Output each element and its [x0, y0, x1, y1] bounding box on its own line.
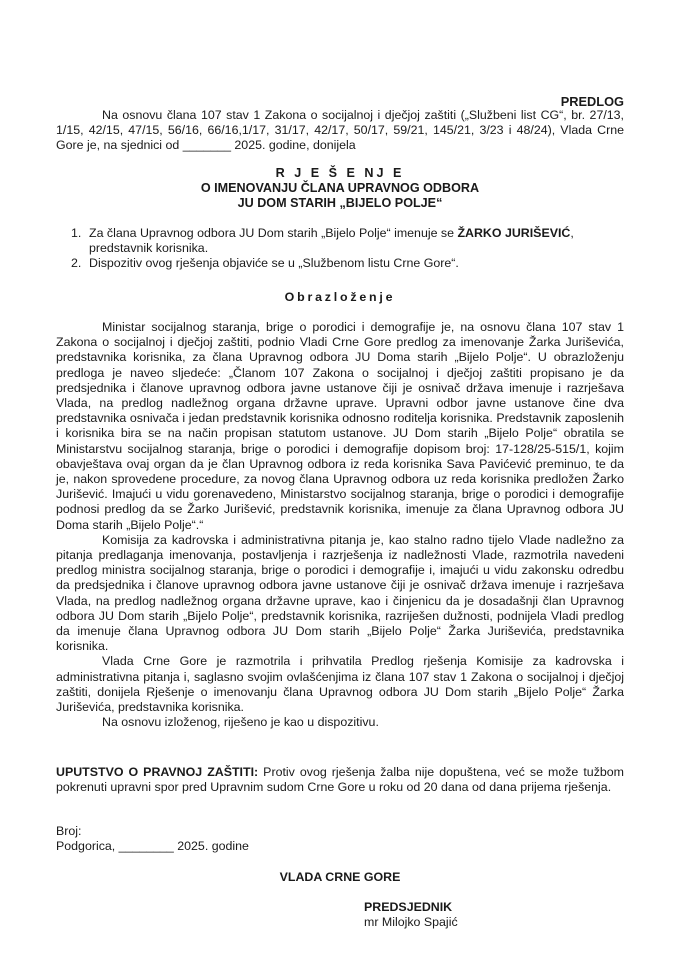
item-text: Dispozitiv ovog rješenja objaviće se u „Službenom listu Crne Gore“. — [89, 256, 459, 271]
legal-remedy-instruction — [56, 765, 624, 795]
reasoning-paragraph: Komisija za kadrovska i administrativna pitanja je, kao stalno radno tijelo Vlade nadležno za pitanja predlaganja imenovanja, postavljenja i razrješenja iz nadležnosti Vlade, razmotrila navedeni predlog ministra socijalnog staranja, brige o porodici i demografije i, imajući u vidu zakonsku odredbu da predsjednika i članove upravnog odbora javne ustanove čiji je osnivač država imenuje i razrješava Vlada, na predlog nadležnog organa državne uprave, kao i činjenicu da je dosadašnji član Upravnog odbora JU Dom starih „Bijelo Polje“, predstavnik korisnika, razriješen dužnosti, podnijela Vladi predlog da imenuje člana Upravnog odbora JU Dom starih „Bijelo Polje“ Žarka Juriševića, predstavnika korisnika. — [56, 532, 624, 654]
signatory-name: mr Milojko Spajić — [364, 915, 458, 929]
place-and-date: Podgorica, ________ 2025. godine — [56, 839, 249, 853]
decision-heading: R J E Š E NJ E — [275, 166, 405, 180]
issuing-institution: VLADA CRNE GORE — [279, 870, 401, 884]
document-number: Broj: — [56, 824, 82, 838]
decision-title — [56, 166, 624, 211]
signatory-title: PREDSJEDNIK — [364, 900, 453, 914]
reasoning-paragraph: Ministar socijalnog staranja, brige o porodici i demografije je, na osnovu člana 107 stav 1 Zakona o socijalnoj i dječjoj zaštiti, podnio Vladi Crne Gore predlog za imenovanje Žarka Juriševića, predstavnika korisnika, za člana Upravnog odbora JU Doma starih „Bijelo Polje“. U obrazloženju predloga je naveo sljedeće: „Članom 107 Zakona o socijalnoj i dječjoj zaštiti propisano je da predsjednika i članove upravnog odbora javne ustanove čiji je osnivač država imenuje i razrješava Vlada, na predlog nadležnog organa državne uprave. Upravni odbor javne ustanove čine dva predstavnika osnivača i jedan predstavnik korisnika odnosno roditelja korisnika. Predstavnik zaposlenih i korisnika bira se na način propisan statutom ustanove. JU Dom starih „Bijelo Polje“ obratila se Ministarstvu socijalnog staranja, brige o porodici i demografije dopisom broj: 17-128/25-515/1, kojim obavještava ovaj organ da je član Upravnog odbora iz reda korisnika Sava Pavićević preminuo, te da je, nakon sprovedene procedure, za novog člana Upravnog odbora uz reda korisnika predložen Žarko Jurišević. Imajući u vidu gorenavedeno, Ministarstvo socijalnog staranja, brige o porodici i demografije podnosi predlog da se Žarko Jurišević, predstavnik korisnika, imenuje za člana Upravnog odbora JU Doma starih „Bijelo Polje“.“ — [56, 320, 624, 532]
reasoning-paragraph: Na osnovu izloženog, riješeno je kao u dispozitivu. — [102, 715, 379, 730]
legal-remedy-text: Protiv ovog rješenja žalba nije dopuštena, već se može tužbom pokrenuti upravni spor pred Upravnim sudom Crne Gore u roku od 20 dana od dana prijema rješenja. — [56, 765, 624, 795]
item-text-after: , predstavnik korisnika. — [89, 226, 574, 256]
dispositive-list — [56, 226, 624, 272]
dispositive-item — [56, 256, 624, 271]
item-text: Za člana Upravnog odbora JU Dom starih „Bijelo Polje“ imenuje se — [89, 226, 458, 240]
dispositive-item — [56, 226, 624, 256]
appointee-name: ŽARKO JURIŠEVIĆ — [457, 226, 571, 240]
item-number: 2. — [71, 256, 82, 271]
reasoning-paragraph: Vlada Crne Gore je razmotrila i prihvatila Predlog rješenja Komisije za kadrovska i administrativna pitanja i, saglasno svojim ovlašćenjima iz člana 107 stav 1 Zakona o socijalnoj i dječjoj zaštiti, donijela Rješenje o imenovanju člana Upravnog odbora JU Dom starih „Bijelo Polje“ Žarka Juriševića, predstavnika korisnika. — [56, 654, 624, 715]
item-number: 1. — [71, 226, 82, 240]
document-status-label: PREDLOG — [560, 94, 624, 109]
reasoning-body — [56, 320, 624, 730]
decision-subject-line2: JU DOM STARIH „BIJELO POLJE“ — [237, 196, 443, 210]
legal-remedy-label: UPUTSTVO O PRAVNOJ ZAŠTITI: — [56, 765, 259, 779]
reasoning-title: Obrazloženje — [284, 290, 396, 304]
decision-subject-line1: O IMENOVANJU ČLANA UPRAVNOG ODBORA — [200, 181, 480, 195]
preamble: Na osnovu člana 107 stav 1 Zakona o socijalnoj i dječjoj zaštiti („Službeni list CG“, br. 27/13, 1/15, 42/15, 47/15, 56/16, 66/16,1/17, 31/17, 42/17, 50/17, 59/21, 145/21, 3/23 i 48/24), Vlada Crne Gore je, na sjednici od _______ 2025. godine, donijela — [56, 108, 624, 153]
